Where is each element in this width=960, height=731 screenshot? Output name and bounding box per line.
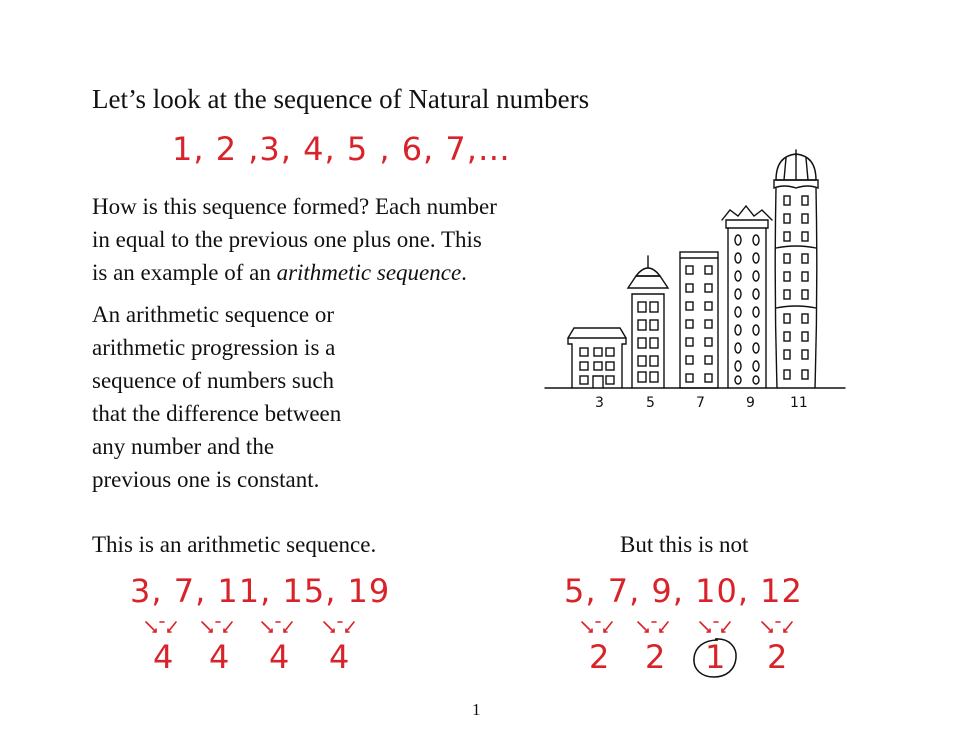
arithmetic-difference-arrows — [140, 616, 370, 640]
non-arithmetic-sequence: 5, 7, 9, 10, 12 — [564, 572, 803, 610]
definition-line-3: sequence of numbers such — [92, 368, 335, 393]
building-label-3: 3 — [595, 395, 604, 411]
building-5 — [628, 256, 668, 388]
intro-line-3-suffix: . — [461, 260, 467, 285]
definition-paragraph — [92, 298, 422, 496]
non-arithmetic-example-label: But this is not — [620, 532, 749, 557]
building-label-7: 7 — [696, 395, 705, 411]
arith-difference-2: 4 — [209, 638, 230, 676]
odd-difference-circle — [690, 636, 740, 680]
building-9 — [722, 206, 772, 388]
page-title: Let’s look at the sequence of Natural numbers — [92, 84, 590, 114]
arithmetic-example-label: This is an arithmetic sequence. — [92, 532, 377, 557]
definition-line-1: An arithmetic sequence or — [92, 302, 335, 327]
intro-line-3 — [92, 256, 592, 289]
arith-difference-4: 4 — [329, 638, 350, 676]
building-label-11: 11 — [790, 395, 808, 411]
definition-line-2: arithmetic progression is a — [92, 335, 336, 360]
arith-difference-3: 4 — [269, 638, 290, 676]
building-label-9: 9 — [746, 395, 755, 411]
non-arith-difference-2: 2 — [645, 638, 666, 676]
non-arith-difference-3: 1 — [705, 638, 726, 676]
building-label-5: 5 — [646, 395, 655, 411]
intro-line-3-prefix: is an example of an — [92, 260, 277, 285]
arithmetic-sequence: 3, 7, 11, 15, 19 — [130, 572, 391, 610]
building-7 — [680, 252, 718, 388]
building-3 — [568, 328, 626, 388]
non-arith-difference-1: 2 — [589, 638, 610, 676]
arith-difference-1: 4 — [153, 638, 174, 676]
natural-number-sequence: 1, 2 ,3, 4, 5 , 6, 7,… — [172, 130, 511, 168]
definition-line-5: any number and the — [92, 434, 275, 459]
non-arith-difference-4: 2 — [767, 638, 788, 676]
term-arithmetic-sequence: arithmetic sequence — [276, 260, 462, 285]
definition-line-6: previous one is constant. — [92, 467, 320, 492]
intro-line-2: in equal to the previous one plus one. This — [92, 227, 482, 252]
building-11 — [774, 150, 818, 388]
definition-line-4: that the difference between — [92, 401, 342, 426]
intro-line-1: How is this sequence formed? Each number — [92, 194, 497, 219]
buildings-illustration — [540, 148, 850, 418]
page-number: 1 — [472, 700, 481, 719]
intro-paragraph — [92, 190, 592, 289]
